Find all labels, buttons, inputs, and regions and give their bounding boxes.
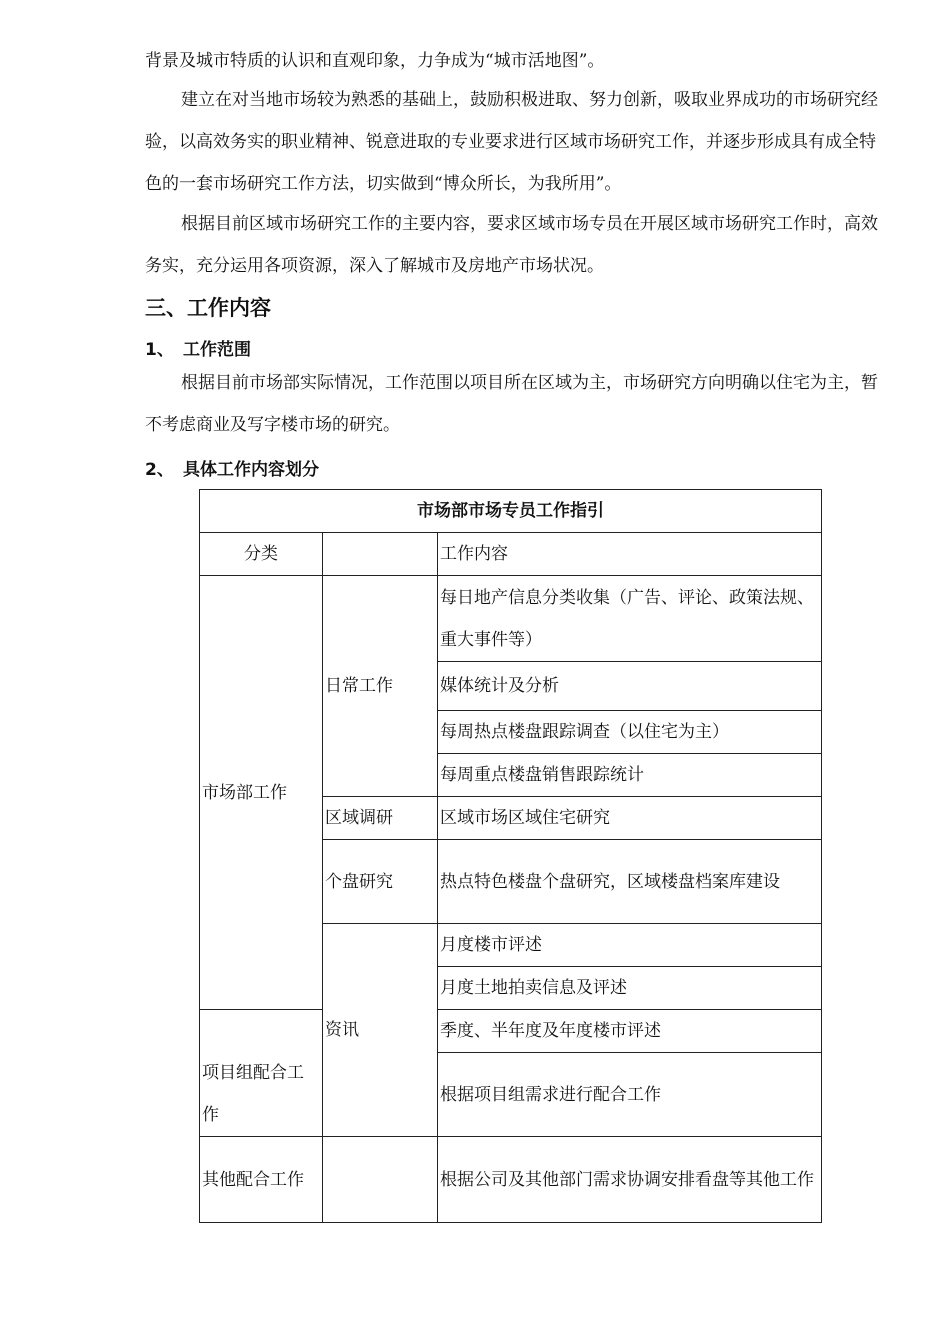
subsection-1-title: 工作范围 (183, 340, 251, 360)
table-header-row (200, 533, 822, 576)
section-3-title: 三、工作内容 (145, 296, 271, 320)
paragraph-1: 背景及城市特质的认识和直观印象，力争成为“城市活地图”。 (145, 51, 605, 71)
group-market-dept: 市场部工作 (200, 576, 323, 1010)
item-10: 根据公司及其他部门需求协调安排看盘等其他工作 (438, 1137, 822, 1223)
paragraph-2: 建立在对当地市场较为熟悉的基础上，鼓励积极进取、努力创新，吸取业界成功的市场研究经验，以高效务实的职业精神、锐意进取的专业要求进行区域市场研究工作，并逐步形成具有成全特色的一套市场研究工作方法，切实做到“博众所长，为我所用”。 (145, 90, 878, 194)
subcat-empty (323, 1137, 438, 1223)
item-8: 季度、半年度及年度楼市评述 (438, 1010, 822, 1053)
table-row (200, 576, 822, 662)
table-title-row (200, 490, 822, 533)
group-project-coop: 项目组配合工作 (200, 1010, 323, 1137)
paragraph-3: 根据目前区域市场研究工作的主要内容，要求区域市场专员在开展区域市场研究工作时，高效务实，充分运用各项资源，深入了解城市及房地产市场状况。 (145, 214, 878, 276)
item-5: 热点特色楼盘个盘研究，区域楼盘档案库建设 (438, 840, 822, 924)
subsection-2-number: 2、 (145, 460, 174, 480)
subsection-2-title: 具体工作内容划分 (183, 460, 319, 480)
subcat-regional: 区域调研 (323, 797, 438, 840)
item-6: 月度楼市评述 (438, 924, 822, 967)
group-other-coop: 其他配合工作 (200, 1137, 323, 1223)
item-3: 每周重点楼盘销售跟踪统计 (438, 754, 822, 797)
subsection-1-text: 根据目前市场部实际情况，工作范围以项目所在区域为主，市场研究方向明确以住宅为主，暂不考虑商业及写字楼市场的研究。 (145, 373, 878, 435)
header-category: 分类 (200, 533, 323, 576)
header-content: 工作内容 (438, 533, 822, 576)
subsection-1-number: 1、 (145, 340, 174, 360)
item-7: 月度土地拍卖信息及评述 (438, 967, 822, 1010)
work-guide-table (199, 489, 822, 1223)
subsection-2-heading (145, 455, 319, 480)
item-2: 每周热点楼盘跟踪调查（以住宅为主） (438, 711, 822, 754)
item-0: 每日地产信息分类收集（广告、评论、政策法规、重大事件等） (438, 576, 822, 662)
item-1: 媒体统计及分析 (438, 662, 822, 711)
subcat-info: 资讯 (323, 924, 438, 1137)
item-4: 区域市场区域住宅研究 (438, 797, 822, 840)
subsection-1-heading (145, 335, 251, 360)
subcat-single: 个盘研究 (323, 840, 438, 924)
item-9: 根据项目组需求进行配合工作 (438, 1053, 822, 1137)
table-title: 市场部市场专员工作指引 (200, 490, 822, 533)
table-row (200, 1137, 822, 1223)
header-subcategory (323, 533, 438, 576)
table-row (200, 1010, 822, 1053)
subcat-daily: 日常工作 (323, 576, 438, 797)
